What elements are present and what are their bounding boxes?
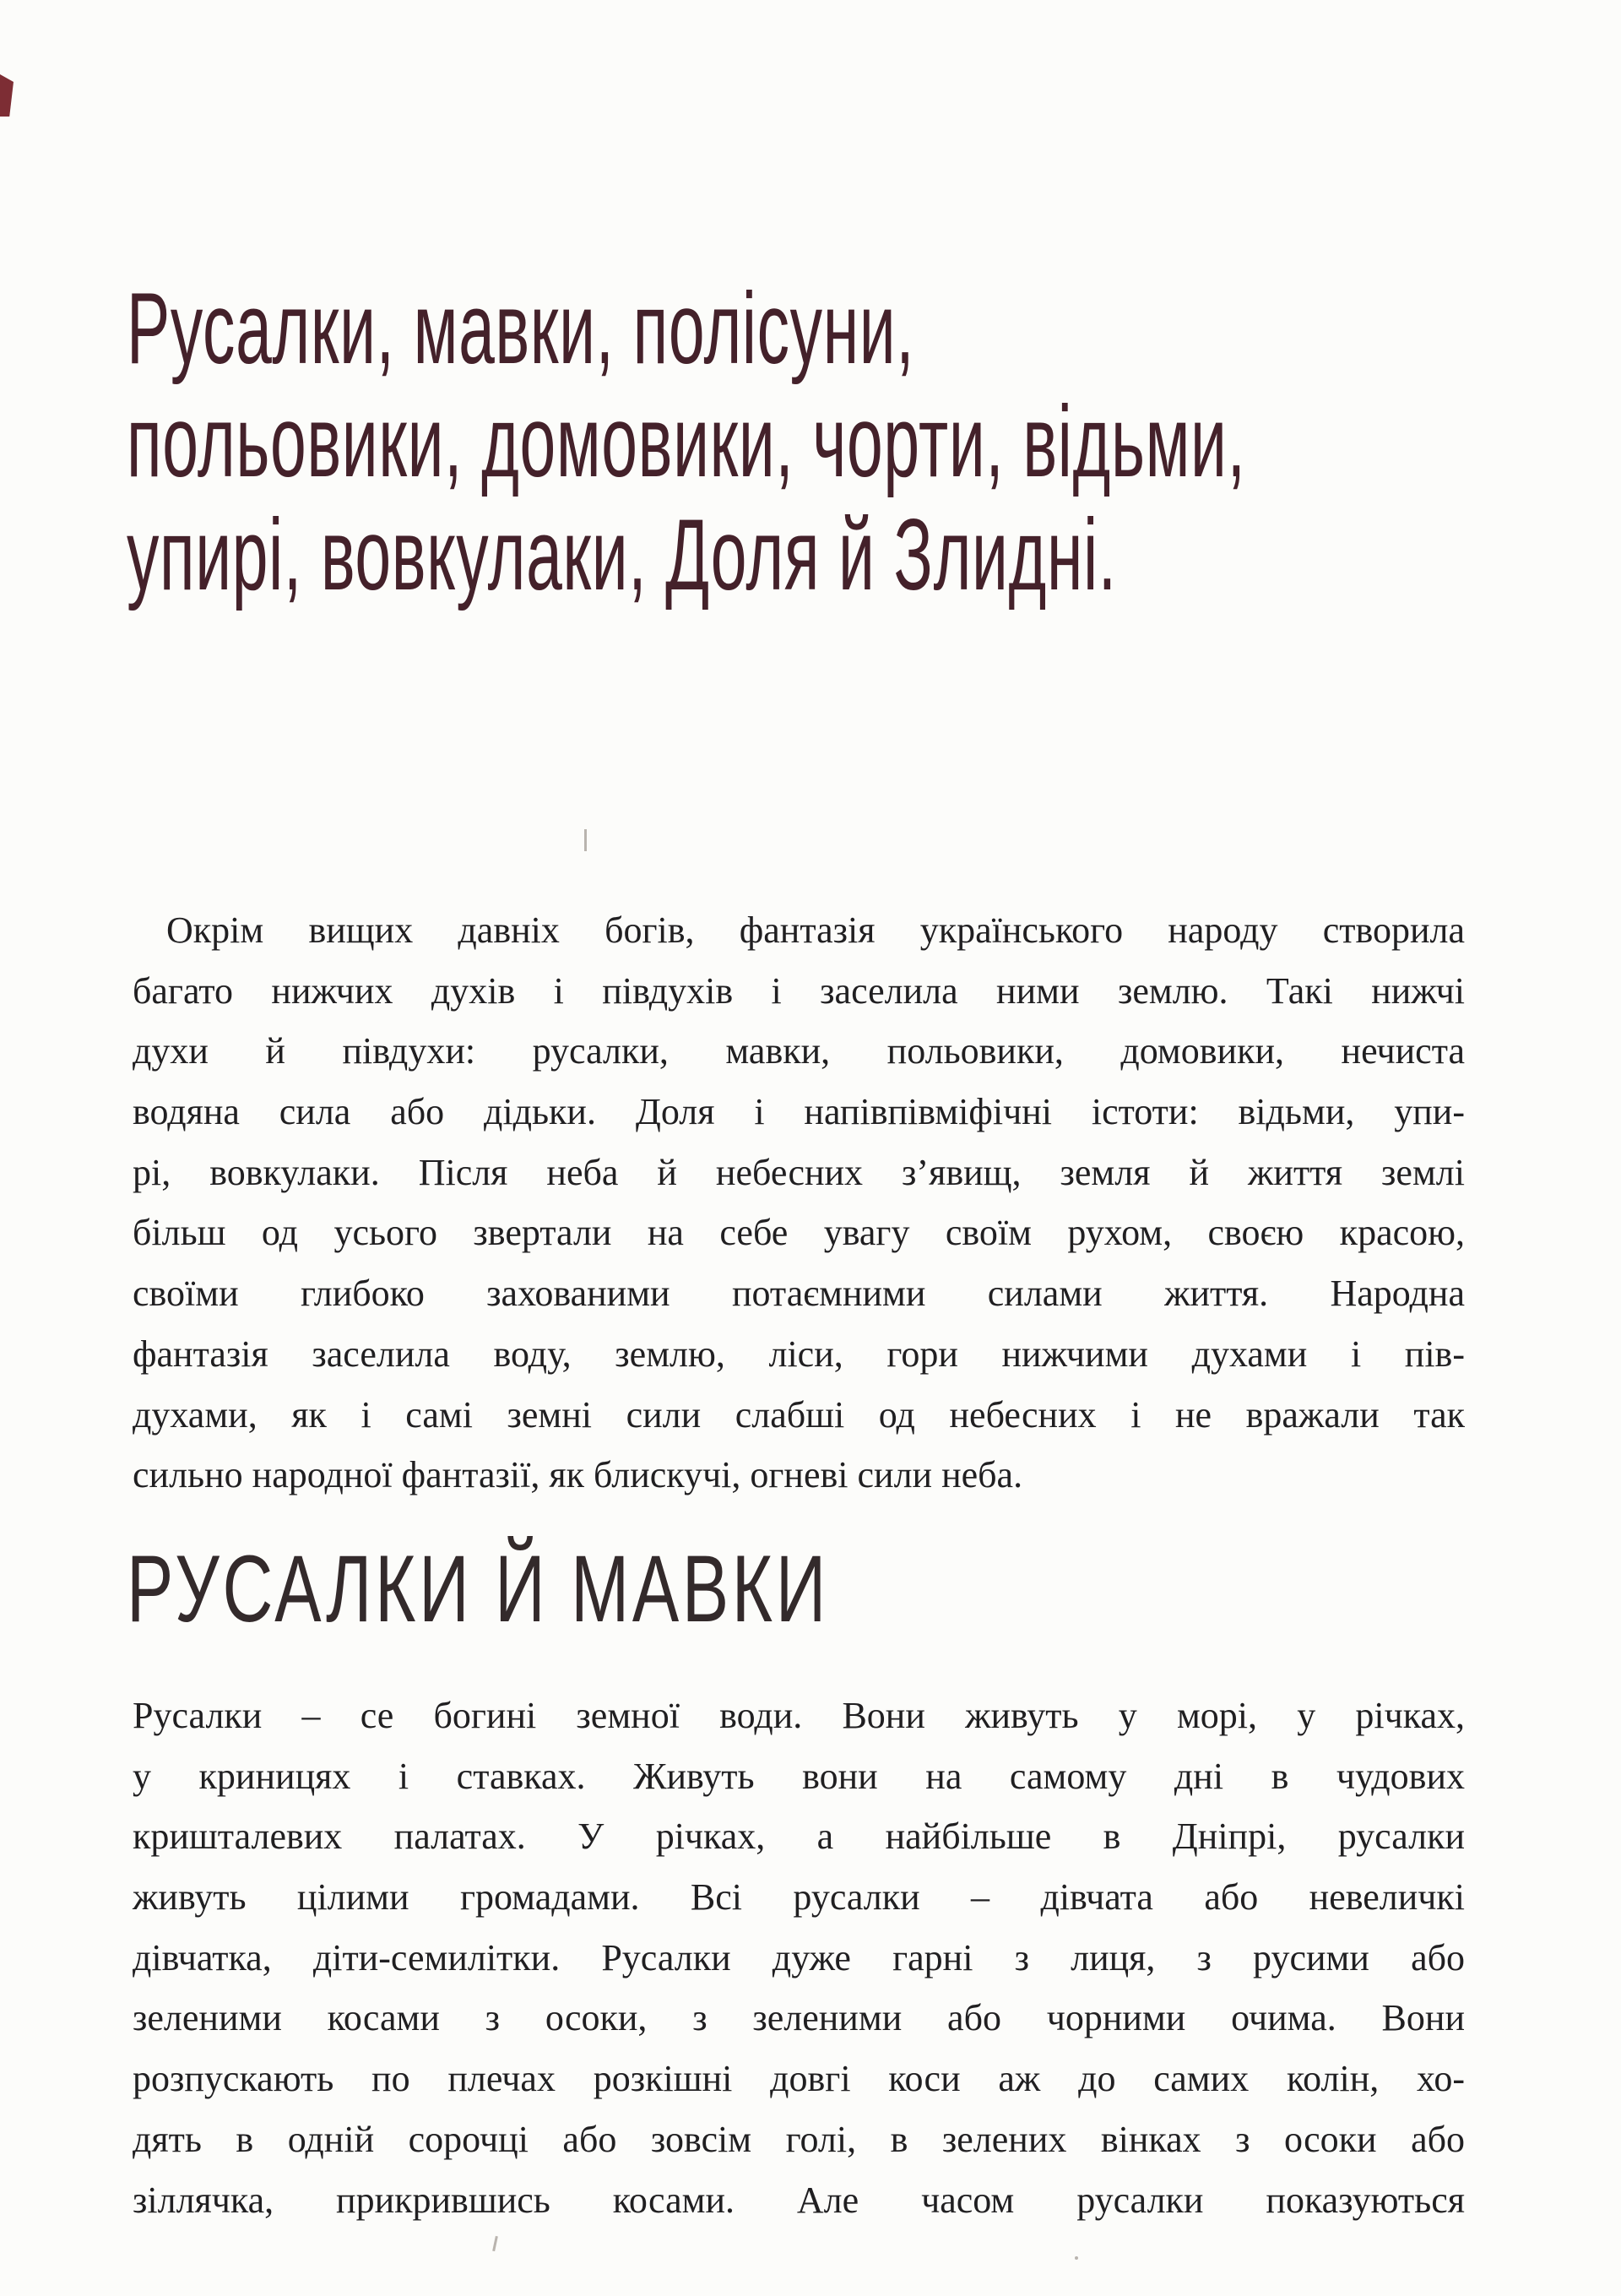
text-line: зеленими косами з осоки, з зеленими або чорними очима. Вони — [133, 1997, 1465, 2039]
scan-artifact — [492, 2236, 498, 2251]
text-line: більш од усього звертали на себе увагу своїм рухом, своєю красою, — [133, 1212, 1465, 1254]
scan-artifact — [584, 829, 587, 851]
text-line: живуть цілими громадами. Всі русалки – дівчата або невеличкі — [133, 1876, 1465, 1919]
section-heading: РУСАЛКИ Й МАВКИ — [127, 1536, 830, 1642]
text-line: рі, вовкулаки. Після неба й небесних з’явищ, земля й життя землі — [133, 1151, 1465, 1193]
text-line: зіллячка, прикрившись косами. Але часом русалки показуються — [133, 2179, 1465, 2221]
text-line: дівчатка, діти-семилітки. Русалки дуже гарні з лиця, з русими або — [133, 1936, 1465, 1978]
chapter-title-line: Русалки, мавки, полісуни, — [127, 272, 915, 385]
text-line: розпускають по плечах розкішні довгі коси аж до самих колін, хо- — [133, 2058, 1465, 2100]
text-line: водяна сила або дідьки. Доля і напівпівміфічні істоти: відьми, упи- — [133, 1091, 1465, 1133]
scan-corner-mark — [0, 74, 14, 117]
text-line: сильно народної фантазії, як блискучі, огневі сили неба. — [133, 1454, 1023, 1496]
chapter-title-line: упирі, вовкулаки, Доля й Злидні. — [127, 498, 1117, 611]
paragraph-rusalky — [133, 1685, 1465, 2230]
text-line: кришталевих палатах. У річках, а найбільше в Дніпрі, русалки — [133, 1816, 1465, 1858]
chapter-title-line: польовики, домовики, чорти, відьми, — [127, 385, 1246, 498]
text-line: у криницях і ставках. Живуть вони на самому дні в чудових — [133, 1755, 1465, 1797]
text-line: своїми глибоко захованими потаємними силами життя. Народна — [133, 1273, 1465, 1315]
text-line: духами, як і самі земні сили слабші од небесних і не вражали так — [133, 1393, 1465, 1436]
text-line: дять в одній сорочці або зовсім голі, в зелених вінках з осоки або — [133, 2118, 1465, 2160]
text-line: фантазія заселила воду, землю, ліси, гори нижчими духами і пів- — [133, 1333, 1465, 1375]
chapter-title — [127, 272, 1246, 611]
text-line: духи й півдухи: русалки, мавки, польовики, домовики, нечиста — [133, 1030, 1465, 1072]
scan-artifact — [1075, 2256, 1078, 2260]
text-line: Русалки – се богині земної води. Вони живуть у морі, у річках, — [133, 1695, 1465, 1736]
paragraph-intro — [133, 900, 1465, 1506]
text-line: Окрім вищих давніх богів, фантазія українського народу створила — [166, 909, 1465, 951]
text-line: багато нижчих духів і півдухів і заселила ними землю. Такі нижчі — [133, 969, 1465, 1012]
